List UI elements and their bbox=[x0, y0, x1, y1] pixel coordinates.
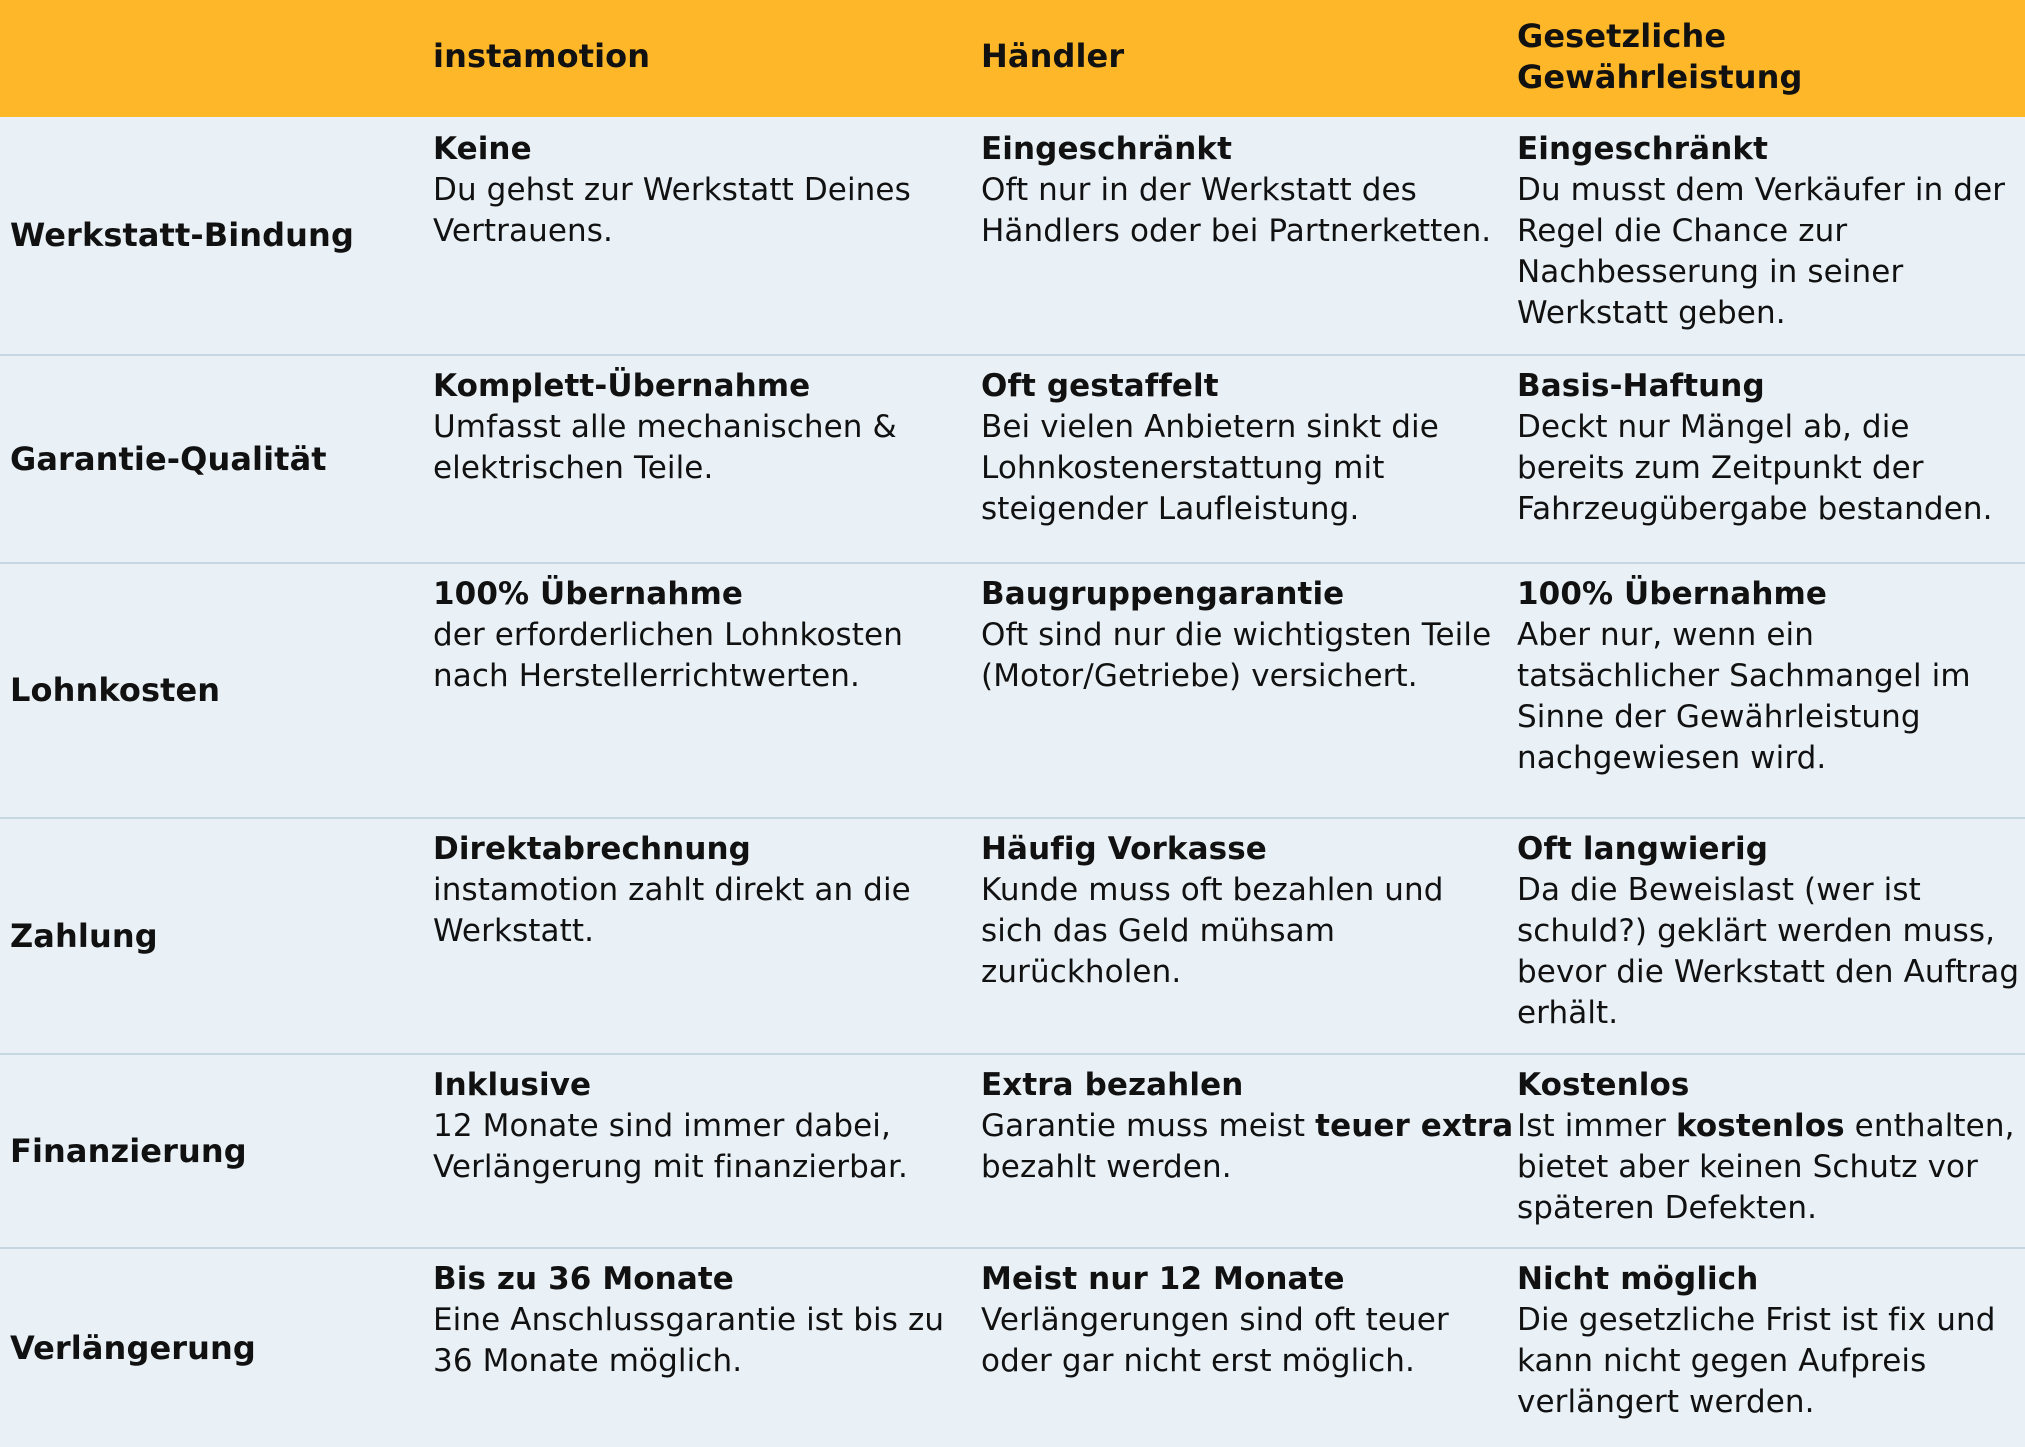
table-cell bbox=[971, 117, 1515, 354]
cell-text: Deckt nur Mängel ab, die bereits zum Zeitpunkt der Fahrzeugübergabe bestanden. bbox=[1517, 409, 1993, 527]
cell-text: Aber nur, wenn ein tatsächlicher Sachmangel im Sinne der Gewährleistung nachgewiesen wird. bbox=[1517, 617, 1971, 776]
table-cell bbox=[971, 817, 1515, 1053]
cell-title: 100% Übernahme bbox=[433, 576, 744, 612]
row-label-finanzierung: Finanzierung bbox=[0, 1053, 423, 1247]
table-cell bbox=[1515, 817, 2025, 1053]
cell-text-part: bezahlt werden. bbox=[981, 1149, 1232, 1185]
cell-text bbox=[981, 1106, 1515, 1188]
table-cell bbox=[971, 562, 1515, 817]
table-cell bbox=[423, 1247, 971, 1447]
cell-title: Eingeschränkt bbox=[981, 131, 1232, 167]
cell-text: Bei vielen Anbietern sinkt die Lohnkostenerstattung mit steigender Laufleistung. bbox=[981, 409, 1439, 527]
table-cell bbox=[1515, 354, 2025, 562]
cell-title: Häufig Vorkasse bbox=[981, 831, 1267, 867]
table-cell bbox=[423, 817, 971, 1053]
table-cell bbox=[1515, 562, 2025, 817]
cell-text: Umfasst alle mechanischen & elektrischen Teile. bbox=[433, 409, 897, 486]
cell-title: Baugruppengarantie bbox=[981, 576, 1345, 612]
cell-title: Oft langwierig bbox=[1517, 831, 1769, 867]
cell-text-part: Garantie muss meist bbox=[981, 1108, 1316, 1144]
cell-text: Verlängerungen sind oft teuer oder gar nicht erst möglich. bbox=[981, 1302, 1449, 1379]
cell-text: Oft sind nur die wichtigsten Teile (Motor/Getriebe) versichert. bbox=[981, 617, 1492, 694]
cell-title: Nicht möglich bbox=[1517, 1261, 1759, 1297]
cell-title: Bis zu 36 Monate bbox=[433, 1261, 734, 1297]
cell-text: Die gesetzliche Frist ist fix und kann nicht gegen Aufpreis verlängert werden. bbox=[1517, 1302, 1996, 1420]
cell-text: 12 Monate sind immer dabei, Verlängerung mit finanzierbar. bbox=[433, 1108, 908, 1185]
cell-text-part: enthalten, bietet aber keinen Schutz vor späteren Defekten. bbox=[1517, 1108, 2015, 1226]
cell-text: Oft nur in der Werkstatt des Händlers oder bei Partnerketten. bbox=[981, 172, 1492, 249]
table-cell bbox=[1515, 1247, 2025, 1447]
cell-title: Inklusive bbox=[433, 1067, 592, 1103]
cell-title: Kostenlos bbox=[1517, 1067, 1690, 1103]
row-label-zahlung: Zahlung bbox=[0, 817, 423, 1053]
cell-title: Oft gestaffelt bbox=[981, 368, 1219, 404]
table-cell bbox=[423, 354, 971, 562]
table-cell bbox=[423, 117, 971, 354]
emphasis-text: kostenlos bbox=[1675, 1108, 1845, 1144]
cell-text: instamotion zahlt direkt an die Werkstatt. bbox=[433, 872, 911, 949]
row-label-werkstatt-bindung: Werkstatt-Bindung bbox=[0, 117, 423, 354]
cell-title: 100% Übernahme bbox=[1517, 576, 1828, 612]
cell-title: Komplett-Übernahme bbox=[433, 368, 811, 404]
table-cell bbox=[971, 1053, 1515, 1247]
cell-text: der erforderlichen Lohnkosten nach Herstellerrichtwerten. bbox=[433, 617, 903, 694]
cell-text-part: Ist immer bbox=[1517, 1108, 1676, 1144]
cell-text: Eine Anschlussgarantie ist bis zu 36 Monate möglich. bbox=[433, 1302, 945, 1379]
cell-title: Extra bezahlen bbox=[981, 1067, 1244, 1103]
cell-title: Basis-Haftung bbox=[1517, 368, 1765, 404]
header-cell-haendler: Händler bbox=[971, 0, 1515, 117]
row-label-verlaengerung: Verlängerung bbox=[0, 1247, 423, 1447]
cell-title: Keine bbox=[433, 131, 532, 167]
cell-title: Meist nur 12 Monate bbox=[981, 1261, 1345, 1297]
header-cell-gewaehrleistung: Gesetzliche Gewährleistung bbox=[1515, 0, 2025, 117]
cell-text: Da die Beweislast (wer ist schuld?) geklärt werden muss, bevor die Werkstatt den Auftrag erhält. bbox=[1517, 872, 2020, 1031]
table-cell bbox=[423, 1053, 971, 1247]
emphasis-text: teuer extra bbox=[1315, 1108, 1514, 1144]
cell-text: Du musst dem Verkäufer in der Regel die Chance zur Nachbesserung in seiner Werkstatt geben. bbox=[1517, 172, 2006, 331]
header-cell-instamotion: instamotion bbox=[423, 0, 971, 117]
cell-text bbox=[1517, 1106, 2021, 1229]
cell-text: Kunde muss oft bezahlen und sich das Geld mühsam zurückholen. bbox=[981, 872, 1444, 990]
header-cell-empty bbox=[0, 0, 423, 117]
row-label-lohnkosten: Lohnkosten bbox=[0, 562, 423, 817]
table-cell bbox=[423, 562, 971, 817]
row-label-garantie-qualitaet: Garantie-Qualität bbox=[0, 354, 423, 562]
cell-title: Direktabrechnung bbox=[433, 831, 751, 867]
cell-text: Du gehst zur Werkstatt Deines Vertrauens. bbox=[433, 172, 911, 249]
cell-title: Eingeschränkt bbox=[1517, 131, 1768, 167]
table-cell bbox=[1515, 117, 2025, 354]
table-cell bbox=[971, 354, 1515, 562]
table-cell bbox=[1515, 1053, 2025, 1247]
table-cell bbox=[971, 1247, 1515, 1447]
